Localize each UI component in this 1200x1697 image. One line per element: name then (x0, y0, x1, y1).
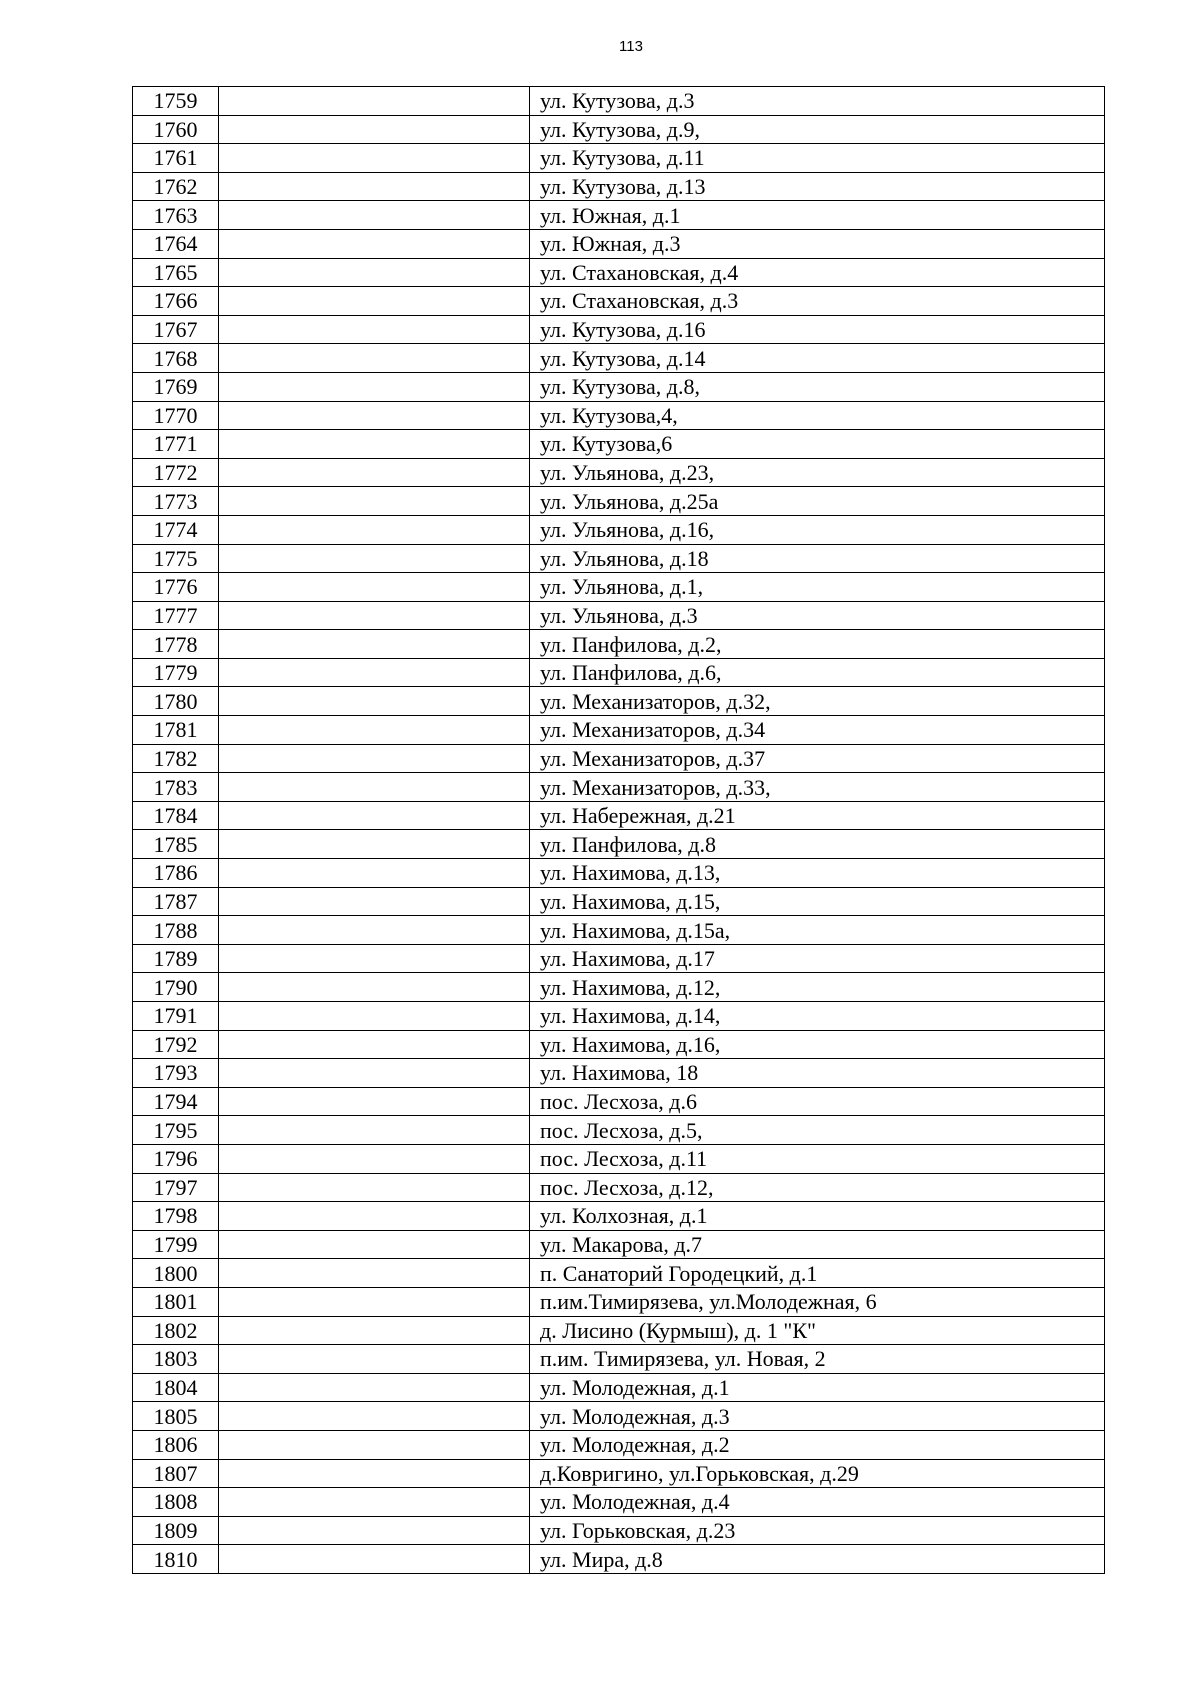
table-row (133, 1545, 1105, 1574)
address-cell: ул. Ульянова, д.3 (530, 601, 1105, 630)
table-row (133, 144, 1105, 173)
row-number-cell: 1766 (133, 287, 219, 316)
row-number-cell: 1797 (133, 1173, 219, 1202)
address-cell: п.им. Тимирязева, ул. Новая, 2 (530, 1345, 1105, 1374)
row-number-cell: 1810 (133, 1545, 219, 1574)
table-row (133, 573, 1105, 602)
row-number-cell: 1769 (133, 372, 219, 401)
empty-middle-cell (219, 1059, 530, 1088)
row-number-cell: 1775 (133, 544, 219, 573)
table-row (133, 344, 1105, 373)
table-row (133, 773, 1105, 802)
row-number-cell: 1782 (133, 744, 219, 773)
address-cell: ул. Молодежная, д.4 (530, 1488, 1105, 1517)
table-row (133, 1259, 1105, 1288)
row-number-cell: 1799 (133, 1230, 219, 1259)
row-number-cell: 1794 (133, 1087, 219, 1116)
empty-middle-cell (219, 172, 530, 201)
row-number-cell: 1795 (133, 1116, 219, 1145)
row-number-cell: 1762 (133, 172, 219, 201)
empty-middle-cell (219, 287, 530, 316)
empty-middle-cell (219, 773, 530, 802)
empty-middle-cell (219, 87, 530, 116)
address-cell: д. Лисино (Курмыш), д. 1 "К" (530, 1316, 1105, 1345)
row-number-cell: 1781 (133, 716, 219, 745)
address-cell: ул. Нахимова, д.13, (530, 859, 1105, 888)
row-number-cell: 1772 (133, 458, 219, 487)
address-table (132, 86, 1105, 1574)
address-cell: ул. Набережная, д.21 (530, 801, 1105, 830)
row-number-cell: 1777 (133, 601, 219, 630)
empty-middle-cell (219, 487, 530, 516)
row-number-cell: 1786 (133, 859, 219, 888)
row-number-cell: 1806 (133, 1430, 219, 1459)
address-cell: ул. Южная, д.1 (530, 201, 1105, 230)
row-number-cell: 1779 (133, 658, 219, 687)
address-cell: ул. Кутузова, д.14 (530, 344, 1105, 373)
row-number-cell: 1776 (133, 573, 219, 602)
address-cell: ул. Макарова, д.7 (530, 1230, 1105, 1259)
row-number-cell: 1761 (133, 144, 219, 173)
address-cell: ул. Механизаторов, д.37 (530, 744, 1105, 773)
row-number-cell: 1785 (133, 830, 219, 859)
row-number-cell: 1784 (133, 801, 219, 830)
address-cell: ул. Кутузова, д.11 (530, 144, 1105, 173)
empty-middle-cell (219, 1202, 530, 1231)
row-number-cell: 1805 (133, 1402, 219, 1431)
table-row (133, 601, 1105, 630)
row-number-cell: 1801 (133, 1287, 219, 1316)
address-cell: ул. Молодежная, д.1 (530, 1373, 1105, 1402)
empty-middle-cell (219, 201, 530, 230)
table-row (133, 1030, 1105, 1059)
empty-middle-cell (219, 515, 530, 544)
table-row (133, 115, 1105, 144)
empty-middle-cell (219, 687, 530, 716)
address-cell: ул. Кутузова, д.3 (530, 87, 1105, 116)
address-cell: п. Санаторий Городецкий, д.1 (530, 1259, 1105, 1288)
table-row (133, 630, 1105, 659)
address-cell: ул. Нахимова, д.12, (530, 973, 1105, 1002)
address-cell: ул. Ульянова, д.1, (530, 573, 1105, 602)
empty-middle-cell (219, 1230, 530, 1259)
address-cell: ул. Горьковская, д.23 (530, 1516, 1105, 1545)
row-number-cell: 1783 (133, 773, 219, 802)
address-cell: ул. Колхозная, д.1 (530, 1202, 1105, 1231)
table-row (133, 1430, 1105, 1459)
empty-middle-cell (219, 1087, 530, 1116)
address-cell: пос. Лесхоза, д.6 (530, 1087, 1105, 1116)
empty-middle-cell (219, 887, 530, 916)
row-number-cell: 1803 (133, 1345, 219, 1374)
empty-middle-cell (219, 258, 530, 287)
address-cell: ул. Панфилова, д.8 (530, 830, 1105, 859)
row-number-cell: 1771 (133, 430, 219, 459)
table-row (133, 1059, 1105, 1088)
row-number-cell: 1793 (133, 1059, 219, 1088)
address-table-body (133, 87, 1105, 1574)
table-row (133, 258, 1105, 287)
empty-middle-cell (219, 1345, 530, 1374)
empty-middle-cell (219, 344, 530, 373)
row-number-cell: 1770 (133, 401, 219, 430)
row-number-cell: 1767 (133, 315, 219, 344)
row-number-cell: 1768 (133, 344, 219, 373)
table-row (133, 430, 1105, 459)
empty-middle-cell (219, 1430, 530, 1459)
table-row (133, 1402, 1105, 1431)
row-number-cell: 1804 (133, 1373, 219, 1402)
empty-middle-cell (219, 144, 530, 173)
empty-middle-cell (219, 458, 530, 487)
address-cell: ул. Кутузова, д.9, (530, 115, 1105, 144)
address-cell: ул. Ульянова, д.25а (530, 487, 1105, 516)
empty-middle-cell (219, 859, 530, 888)
empty-middle-cell (219, 1488, 530, 1517)
row-number-cell: 1774 (133, 515, 219, 544)
row-number-cell: 1802 (133, 1316, 219, 1345)
table-row (133, 87, 1105, 116)
table-row (133, 744, 1105, 773)
table-row (133, 1516, 1105, 1545)
address-cell: ул. Ульянова, д.16, (530, 515, 1105, 544)
address-cell: ул. Нахимова, д.15а, (530, 916, 1105, 945)
row-number-cell: 1807 (133, 1459, 219, 1488)
table-row (133, 201, 1105, 230)
empty-middle-cell (219, 1459, 530, 1488)
empty-middle-cell (219, 544, 530, 573)
table-row (133, 544, 1105, 573)
table-row (133, 458, 1105, 487)
address-cell: ул. Молодежная, д.2 (530, 1430, 1105, 1459)
table-row (133, 1173, 1105, 1202)
address-cell: ул. Мира, д.8 (530, 1545, 1105, 1574)
address-cell: п.им.Тимирязева, ул.Молодежная, 6 (530, 1287, 1105, 1316)
empty-middle-cell (219, 401, 530, 430)
address-cell: ул. Кутузова,6 (530, 430, 1105, 459)
row-number-cell: 1790 (133, 973, 219, 1002)
table-row (133, 716, 1105, 745)
empty-middle-cell (219, 1030, 530, 1059)
table-row (133, 1116, 1105, 1145)
table-row (133, 487, 1105, 516)
address-cell: ул. Нахимова, д.15, (530, 887, 1105, 916)
table-row (133, 1345, 1105, 1374)
table-row (133, 1087, 1105, 1116)
address-cell: ул. Нахимова, д.14, (530, 1002, 1105, 1031)
address-cell: ул. Механизаторов, д.32, (530, 687, 1105, 716)
address-cell: пос. Лесхоза, д.11 (530, 1144, 1105, 1173)
table-row (133, 172, 1105, 201)
page-number: 113 (619, 38, 643, 55)
empty-middle-cell (219, 1173, 530, 1202)
table-row (133, 515, 1105, 544)
empty-middle-cell (219, 573, 530, 602)
empty-middle-cell (219, 315, 530, 344)
empty-middle-cell (219, 830, 530, 859)
table-row (133, 1202, 1105, 1231)
row-number-cell: 1759 (133, 87, 219, 116)
table-row (133, 1002, 1105, 1031)
empty-middle-cell (219, 430, 530, 459)
table-row (133, 859, 1105, 888)
address-cell: ул. Ульянова, д.18 (530, 544, 1105, 573)
row-number-cell: 1778 (133, 630, 219, 659)
address-cell: пос. Лесхоза, д.5, (530, 1116, 1105, 1145)
table-row (133, 830, 1105, 859)
address-cell: ул. Молодежная, д.3 (530, 1402, 1105, 1431)
table-row (133, 1144, 1105, 1173)
table-row (133, 658, 1105, 687)
table-row (133, 887, 1105, 916)
table-row (133, 1230, 1105, 1259)
row-number-cell: 1773 (133, 487, 219, 516)
empty-middle-cell (219, 630, 530, 659)
empty-middle-cell (219, 944, 530, 973)
empty-middle-cell (219, 744, 530, 773)
empty-middle-cell (219, 1287, 530, 1316)
row-number-cell: 1798 (133, 1202, 219, 1231)
address-cell: ул. Нахимова, 18 (530, 1059, 1105, 1088)
row-number-cell: 1765 (133, 258, 219, 287)
table-row (133, 973, 1105, 1002)
empty-middle-cell (219, 115, 530, 144)
empty-middle-cell (219, 229, 530, 258)
empty-middle-cell (219, 801, 530, 830)
address-cell: ул. Кутузова, д.8, (530, 372, 1105, 401)
address-cell: ул. Панфилова, д.6, (530, 658, 1105, 687)
row-number-cell: 1763 (133, 201, 219, 230)
table-row (133, 315, 1105, 344)
empty-middle-cell (219, 1116, 530, 1145)
table-row (133, 801, 1105, 830)
address-cell: ул. Панфилова, д.2, (530, 630, 1105, 659)
empty-middle-cell (219, 973, 530, 1002)
table-row (133, 916, 1105, 945)
empty-middle-cell (219, 601, 530, 630)
address-cell: ул. Стахановская, д.4 (530, 258, 1105, 287)
empty-middle-cell (219, 716, 530, 745)
table-row (133, 401, 1105, 430)
table-row (133, 1459, 1105, 1488)
empty-middle-cell (219, 658, 530, 687)
empty-middle-cell (219, 1002, 530, 1031)
row-number-cell: 1809 (133, 1516, 219, 1545)
row-number-cell: 1764 (133, 229, 219, 258)
address-cell: ул. Кутузова, д.13 (530, 172, 1105, 201)
table-row (133, 1488, 1105, 1517)
row-number-cell: 1787 (133, 887, 219, 916)
address-cell: ул. Южная, д.3 (530, 229, 1105, 258)
table-row (133, 229, 1105, 258)
empty-middle-cell (219, 1545, 530, 1574)
table-row (133, 372, 1105, 401)
address-cell: ул. Кутузова, д.16 (530, 315, 1105, 344)
empty-middle-cell (219, 1402, 530, 1431)
empty-middle-cell (219, 1144, 530, 1173)
row-number-cell: 1800 (133, 1259, 219, 1288)
table-row (133, 1373, 1105, 1402)
address-cell: ул. Механизаторов, д.34 (530, 716, 1105, 745)
address-cell: ул. Стахановская, д.3 (530, 287, 1105, 316)
address-cell: д.Ковригино, ул.Горьковская, д.29 (530, 1459, 1105, 1488)
row-number-cell: 1808 (133, 1488, 219, 1517)
empty-middle-cell (219, 372, 530, 401)
row-number-cell: 1789 (133, 944, 219, 973)
address-cell: ул. Нахимова, д.16, (530, 1030, 1105, 1059)
address-cell: ул. Механизаторов, д.33, (530, 773, 1105, 802)
row-number-cell: 1796 (133, 1144, 219, 1173)
table-row (133, 687, 1105, 716)
address-cell: ул. Нахимова, д.17 (530, 944, 1105, 973)
row-number-cell: 1780 (133, 687, 219, 716)
table-row (133, 287, 1105, 316)
address-cell: ул. Кутузова,4, (530, 401, 1105, 430)
row-number-cell: 1792 (133, 1030, 219, 1059)
row-number-cell: 1791 (133, 1002, 219, 1031)
empty-middle-cell (219, 1259, 530, 1288)
table-row (133, 1287, 1105, 1316)
table-row (133, 944, 1105, 973)
address-cell: ул. Ульянова, д.23, (530, 458, 1105, 487)
empty-middle-cell (219, 1516, 530, 1545)
address-cell: пос. Лесхоза, д.12, (530, 1173, 1105, 1202)
row-number-cell: 1760 (133, 115, 219, 144)
table-row (133, 1316, 1105, 1345)
empty-middle-cell (219, 1373, 530, 1402)
empty-middle-cell (219, 916, 530, 945)
empty-middle-cell (219, 1316, 530, 1345)
row-number-cell: 1788 (133, 916, 219, 945)
